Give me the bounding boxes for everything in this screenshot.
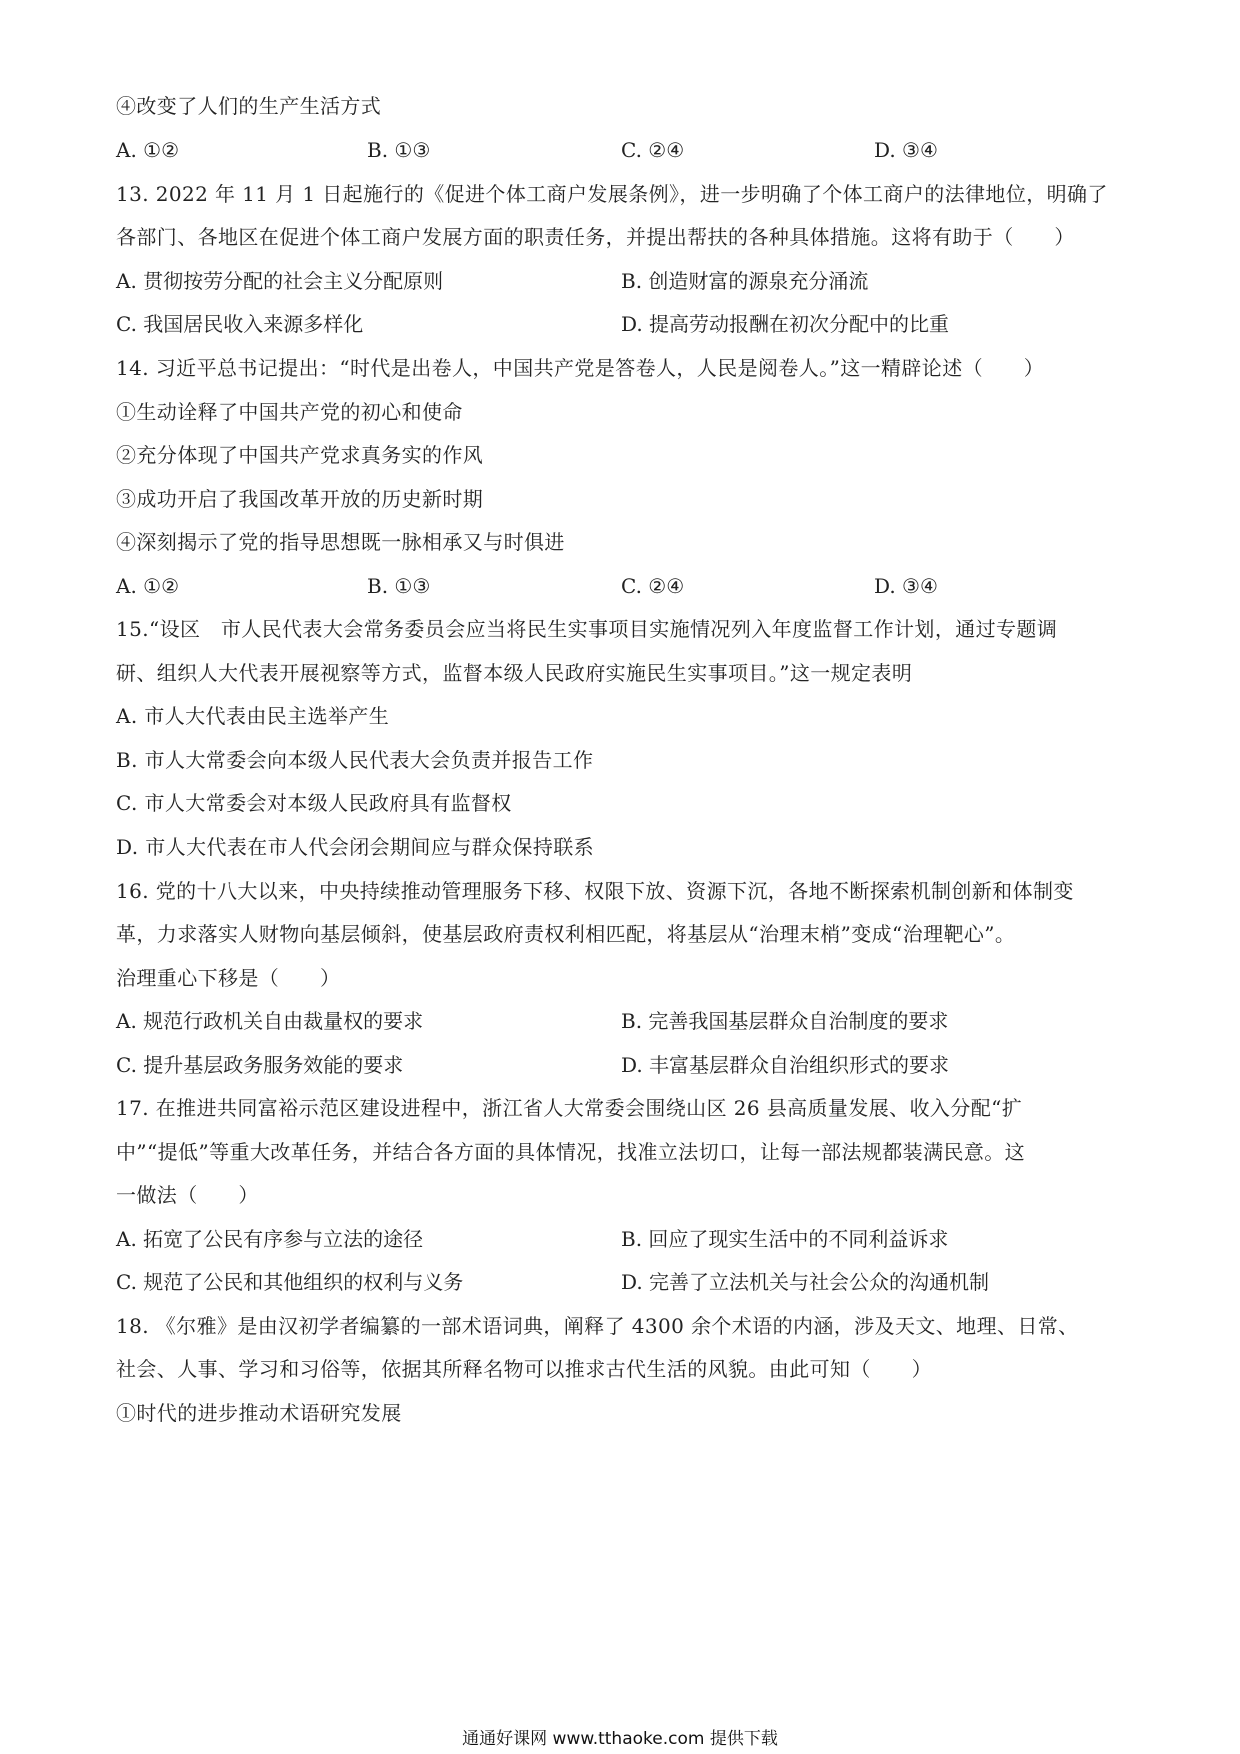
q12-option-a: A. ①② <box>116 138 180 162</box>
q13-option-a: A. 贯彻按劳分配的社会主义分配原则 <box>116 269 444 293</box>
page-footer: 通通好课网 www.tthaoke.com 提供下载 <box>462 1729 778 1749</box>
q17-options-row-2 <box>116 1268 1131 1296</box>
q12-option-c: C. ②④ <box>621 138 685 162</box>
q13-options-row-1 <box>116 267 1131 295</box>
q14-item-1: ①生动诠释了中国共产党的初心和使命 <box>116 400 463 424</box>
q17-option-b: B. 回应了现实生活中的不同利益诉求 <box>621 1227 949 1251</box>
q13-options-row-2 <box>116 310 1131 338</box>
q16-stem-line-2: 革，力求落实人财物向基层倾斜，使基层政府责权利相匹配，将基层从“治理末梢”变成“治理靶心”。 <box>116 922 1016 946</box>
q17-option-d: D. 完善了立法机关与社会公众的沟通机制 <box>621 1270 990 1294</box>
q16-option-b: B. 完善我国基层群众自治制度的要求 <box>621 1009 949 1033</box>
q16-option-d: D. 丰富基层群众自治组织形式的要求 <box>621 1053 950 1077</box>
q14-option-c: C. ②④ <box>621 574 685 598</box>
q18-stem-line-1: 18. 《尔雅》是由汉初学者编纂的一部术语词典，阐释了 4300 余个术语的内涵，涉及天文、地理、日常、 <box>116 1314 1079 1338</box>
q14-options <box>116 572 1131 600</box>
q18-item-1: ①时代的进步推动术语研究发展 <box>116 1401 402 1425</box>
q14-item-2: ②充分体现了中国共产党求真务实的作风 <box>116 443 484 467</box>
q13-option-d: D. 提高劳动报酬在初次分配中的比重 <box>621 312 950 336</box>
q14-option-d: D. ③④ <box>874 574 938 598</box>
q13-stem-line-2: 各部门、各地区在促进个体工商户发展方面的职责任务，并提出帮扶的各种具体措施。这将有助于（ ） <box>116 225 1075 249</box>
q12-option-b: B. ①③ <box>367 138 431 162</box>
q13-option-b: B. 创造财富的源泉充分涌流 <box>621 269 869 293</box>
q15-option-c: C. 市人大常委会对本级人民政府具有监督权 <box>116 791 512 815</box>
q16-options-row-2 <box>116 1051 1131 1079</box>
q16-stem-line-3: 治理重心下移是（ ） <box>116 966 341 990</box>
q17-stem-line-3: 一做法（ ） <box>116 1183 259 1207</box>
q16-stem-line-1: 16. 党的十八大以来，中央持续推动管理服务下移、权限下放、资源下沉，各地不断探索机制创新和体制变 <box>116 879 1074 903</box>
q17-stem-line-1: 17. 在推进共同富裕示范区建设进程中，浙江省人大常委会围绕山区 26 县高质量发展、收入分配“扩 <box>116 1096 1023 1120</box>
q17-option-a: A. 拓宽了公民有序参与立法的途径 <box>116 1227 424 1251</box>
q13-option-c: C. 我国居民收入来源多样化 <box>116 312 364 336</box>
q14-option-a: A. ①② <box>116 574 180 598</box>
q15-option-d: D. 市人大代表在市人代会闭会期间应与群众保持联系 <box>116 835 595 859</box>
q14-item-4: ④深刻揭示了党的指导思想既一脉相承又与时俱进 <box>116 530 565 554</box>
q12-options <box>116 136 1131 164</box>
q17-options-row-1 <box>116 1225 1131 1253</box>
q15-option-b: B. 市人大常委会向本级人民代表大会负责并报告工作 <box>116 748 594 772</box>
q14-option-b: B. ①③ <box>367 574 431 598</box>
q16-option-a: A. 规范行政机关自由裁量权的要求 <box>116 1009 424 1033</box>
q17-option-c: C. 规范了公民和其他组织的权利与义务 <box>116 1270 464 1294</box>
q12-item-4: ④改变了人们的生产生活方式 <box>116 94 382 118</box>
q12-option-d: D. ③④ <box>874 138 938 162</box>
q14-stem: 14. 习近平总书记提出：“时代是出卷人，中国共产党是答卷人，人民是阅卷人。”这一精辟论述（ ） <box>116 356 1045 380</box>
q16-options-row-1 <box>116 1007 1131 1035</box>
q14-item-3: ③成功开启了我国改革开放的历史新时期 <box>116 487 484 511</box>
q17-stem-line-2: 中”“提低”等重大改革任务，并结合各方面的具体情况，找准立法切口，让每一部法规都装满民意。这 <box>116 1140 1026 1164</box>
q18-stem-line-2: 社会、人事、学习和习俗等，依据其所释名物可以推求古代生活的风貌。由此可知（ ） <box>116 1357 932 1381</box>
q13-stem-line-1: 13. 2022 年 11 月 1 日起施行的《促进个体工商户发展条例》，进一步明确了个体工商户的法律地位，明确了 <box>116 182 1108 206</box>
q15-stem-line-1: 15.“设区 市人民代表大会常务委员会应当将民生实事项目实施情况列入年度监督工作计划，通过专题调 <box>116 617 1058 641</box>
q16-option-c: C. 提升基层政务服务效能的要求 <box>116 1053 404 1077</box>
q15-option-a: A. 市人大代表由民主选举产生 <box>116 704 390 728</box>
q15-stem-line-2: 研、组织人大代表开展视察等方式，监督本级人民政府实施民生实事项目。”这一规定表明 <box>116 661 913 685</box>
